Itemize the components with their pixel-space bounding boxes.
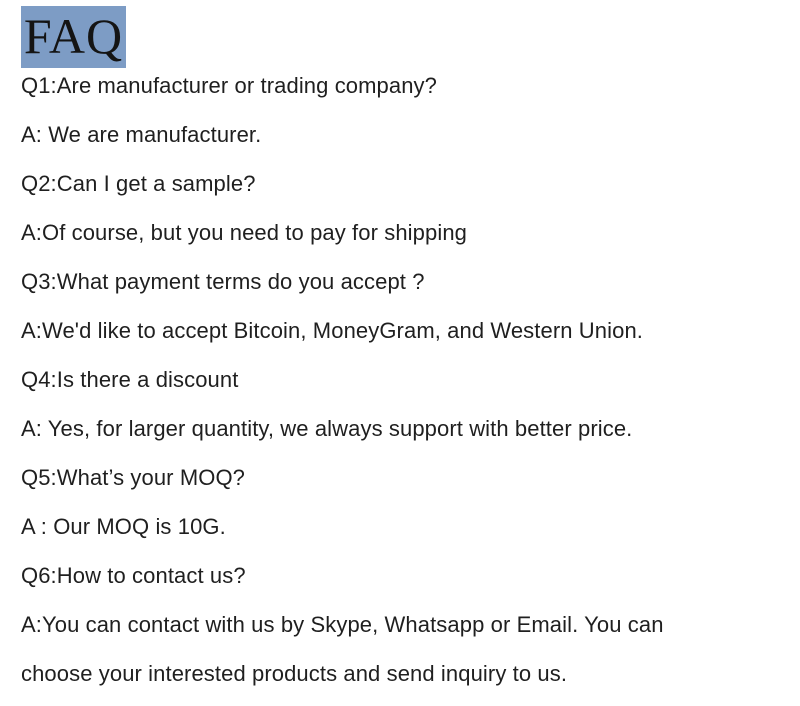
faq-question: Q2:Can I get a sample? <box>21 171 256 196</box>
faq-question: Q1:Are manufacturer or trading company? <box>21 73 437 98</box>
faq-question: Q3:What payment terms do you accept ? <box>21 269 425 294</box>
faq-question: Q5:What’s your MOQ? <box>21 465 246 490</box>
page-title: FAQ <box>21 6 126 68</box>
faq-question: Q4:Is there a discount <box>21 367 239 392</box>
faq-list <box>21 61 800 698</box>
faq-answer: A: We are manufacturer. <box>21 122 262 147</box>
faq-answer: A:Of course, but you need to pay for shipping <box>21 220 467 245</box>
faq-answer: A:We'd like to accept Bitcoin, MoneyGram, and Western Union. <box>21 318 643 343</box>
faq-answer: A: Yes, for larger quantity, we always support with better price. <box>21 416 633 441</box>
faq-answer: A:You can contact with us by Skype, Whatsapp or Email. You can choose your interested products and send inquiry to us. <box>21 612 664 686</box>
faq-question: Q6:How to contact us? <box>21 563 246 588</box>
faq-answer: A : Our MOQ is 10G. <box>21 514 226 539</box>
